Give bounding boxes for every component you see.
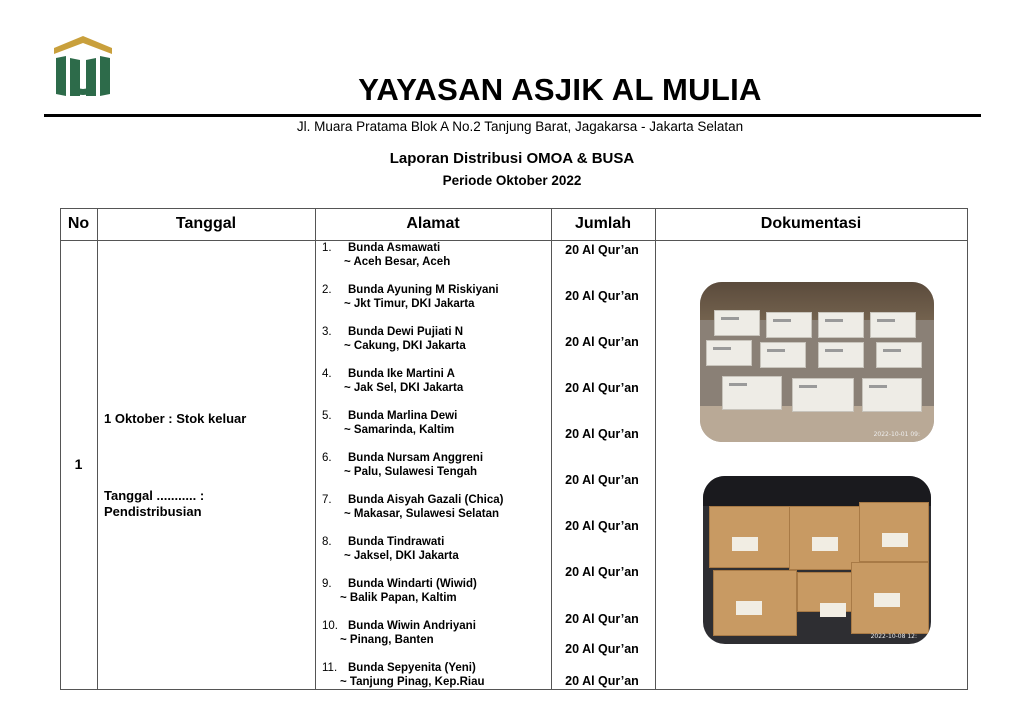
quantity-value: 20 Al Qur’an [565,289,639,303]
recipient-number: 4. [322,368,332,380]
photo-box [851,562,929,634]
recipient-name: Bunda Windarti (Wiwid) [348,578,477,590]
table-border-bottom [60,689,968,690]
column-divider [655,208,656,690]
row-number: 1 [74,456,83,472]
quantity-value: 20 Al Qur’an [565,612,639,626]
recipient-name: Bunda Wiwin Andriyani [348,620,476,632]
tanggal-distribution-date: Tanggal ........... : [104,488,205,503]
recipient-item [322,367,550,395]
header-jumlah: Jumlah [574,215,631,232]
recipient-item [322,451,550,479]
recipient-location: ~ Makasar, Sulawesi Selatan [344,508,500,520]
recipient-item [322,409,550,437]
quantity-value: 20 Al Qur’an [565,335,639,349]
report-period: Periode Oktober 2022 [442,173,582,188]
quantity-value: 20 Al Qur’an [565,642,639,656]
photo-box [859,502,929,562]
recipient-item [322,577,550,605]
photo-box [870,312,916,338]
photo-box [722,376,782,410]
recipient-number: 10. [322,620,338,632]
photo-box [766,312,812,338]
quantity-value: 20 Al Qur’an [565,473,639,487]
photo-box [706,340,752,366]
recipient-item [322,661,550,689]
quantity-value: 20 Al Qur’an [565,565,639,579]
recipient-item [322,241,550,269]
recipient-location: ~ Jaksel, DKI Jakarta [344,550,459,562]
recipient-number: 2. [322,284,332,296]
recipient-location: ~ Pinang, Banten [340,634,434,646]
recipient-item [322,493,550,521]
recipient-item [322,325,550,353]
recipient-number: 8. [322,536,332,548]
header-alamat: Alamat [406,215,460,232]
quantity-value: 20 Al Qur’an [565,381,639,395]
recipient-number: 11. [322,662,338,674]
recipient-name: Bunda Ike Martini A [348,368,455,380]
recipient-item [322,283,550,311]
recipient-location: ~ Palu, Sulawesi Tengah [344,466,478,478]
recipient-location: ~ Jak Sel, DKI Jakarta [344,382,464,394]
recipient-number: 3. [322,326,332,338]
photo-timestamp: 2022-10-01 09: [873,431,920,438]
recipient-item [322,535,550,563]
photo-box [818,342,864,368]
recipient-location: ~ Samarinda, Kaltim [344,424,455,436]
photo-timestamp: 2022-10-08 12: [870,633,917,640]
header-dokumentasi: Dokumentasi [760,215,862,232]
photo-box [876,342,922,368]
distribution-table [60,208,968,690]
tanggal-stock-out: 1 Oktober : Stok keluar [104,411,247,426]
documentation-photo-cardboard-boxes [703,476,931,644]
recipient-name: Bunda Asmawati [348,242,441,254]
tanggal-distribution-label: Pendistribusian [104,504,202,519]
recipient-name: Bunda Nursam Anggreni [348,452,484,464]
recipient-item [322,619,550,647]
recipient-location: ~ Balik Papan, Kaltim [340,592,457,604]
recipient-number: 5. [322,410,332,422]
tanggal-distribution [104,488,204,520]
photo-box [862,378,922,412]
table-border-left [60,208,61,690]
column-divider [315,208,316,690]
recipient-number: 7. [322,494,332,506]
recipient-location: ~ Jkt Timur, DKI Jakarta [344,298,475,310]
quantity-value: 20 Al Qur’an [565,674,639,688]
recipient-number: 9. [322,578,332,590]
photo-box [818,312,864,338]
recipient-name: Bunda Marlina Dewi [348,410,458,422]
photo-box [792,378,854,412]
recipient-location: ~ Cakung, DKI Jakarta [344,340,466,352]
recipient-number: 1. [322,242,332,254]
quantity-value: 20 Al Qur’an [565,243,639,257]
report-title: Laporan Distribusi OMOA & BUSA [389,150,635,167]
photo-box [789,506,867,570]
photo-box [797,572,853,612]
organization-title: YAYASAN ASJIK AL MULIA [358,72,762,107]
photo-box [713,570,797,636]
organization-address: Jl. Muara Pratama Blok A No.2 Tanjung Barat, Jagakarsa - Jakarta Selatan [296,119,744,134]
photo-box [760,342,806,368]
table-border-right [967,208,968,690]
photo-box [709,506,791,568]
recipient-name: Bunda Ayuning M Riskiyani [348,284,499,296]
quantity-value: 20 Al Qur’an [565,427,639,441]
recipient-name: Bunda Sepyenita (Yeni) [348,662,476,674]
recipient-number: 6. [322,452,332,464]
recipient-name: Bunda Aisyah Gazali (Chica) [348,494,504,506]
recipient-name: Bunda Tindrawati [348,536,445,548]
header-rule [44,114,981,117]
column-divider [97,208,98,690]
photo-box [714,310,760,336]
recipient-location: ~ Tanjung Pinag, Kep.Riau [340,676,485,688]
header-tanggal: Tanggal [175,215,237,232]
logo-icon [50,34,116,98]
quantity-value: 20 Al Qur’an [565,519,639,533]
header-no: No [67,215,90,232]
documentation-photo-white-boxes [700,282,934,442]
recipient-location: ~ Aceh Besar, Aceh [344,256,451,268]
recipient-name: Bunda Dewi Pujiati N [348,326,464,338]
